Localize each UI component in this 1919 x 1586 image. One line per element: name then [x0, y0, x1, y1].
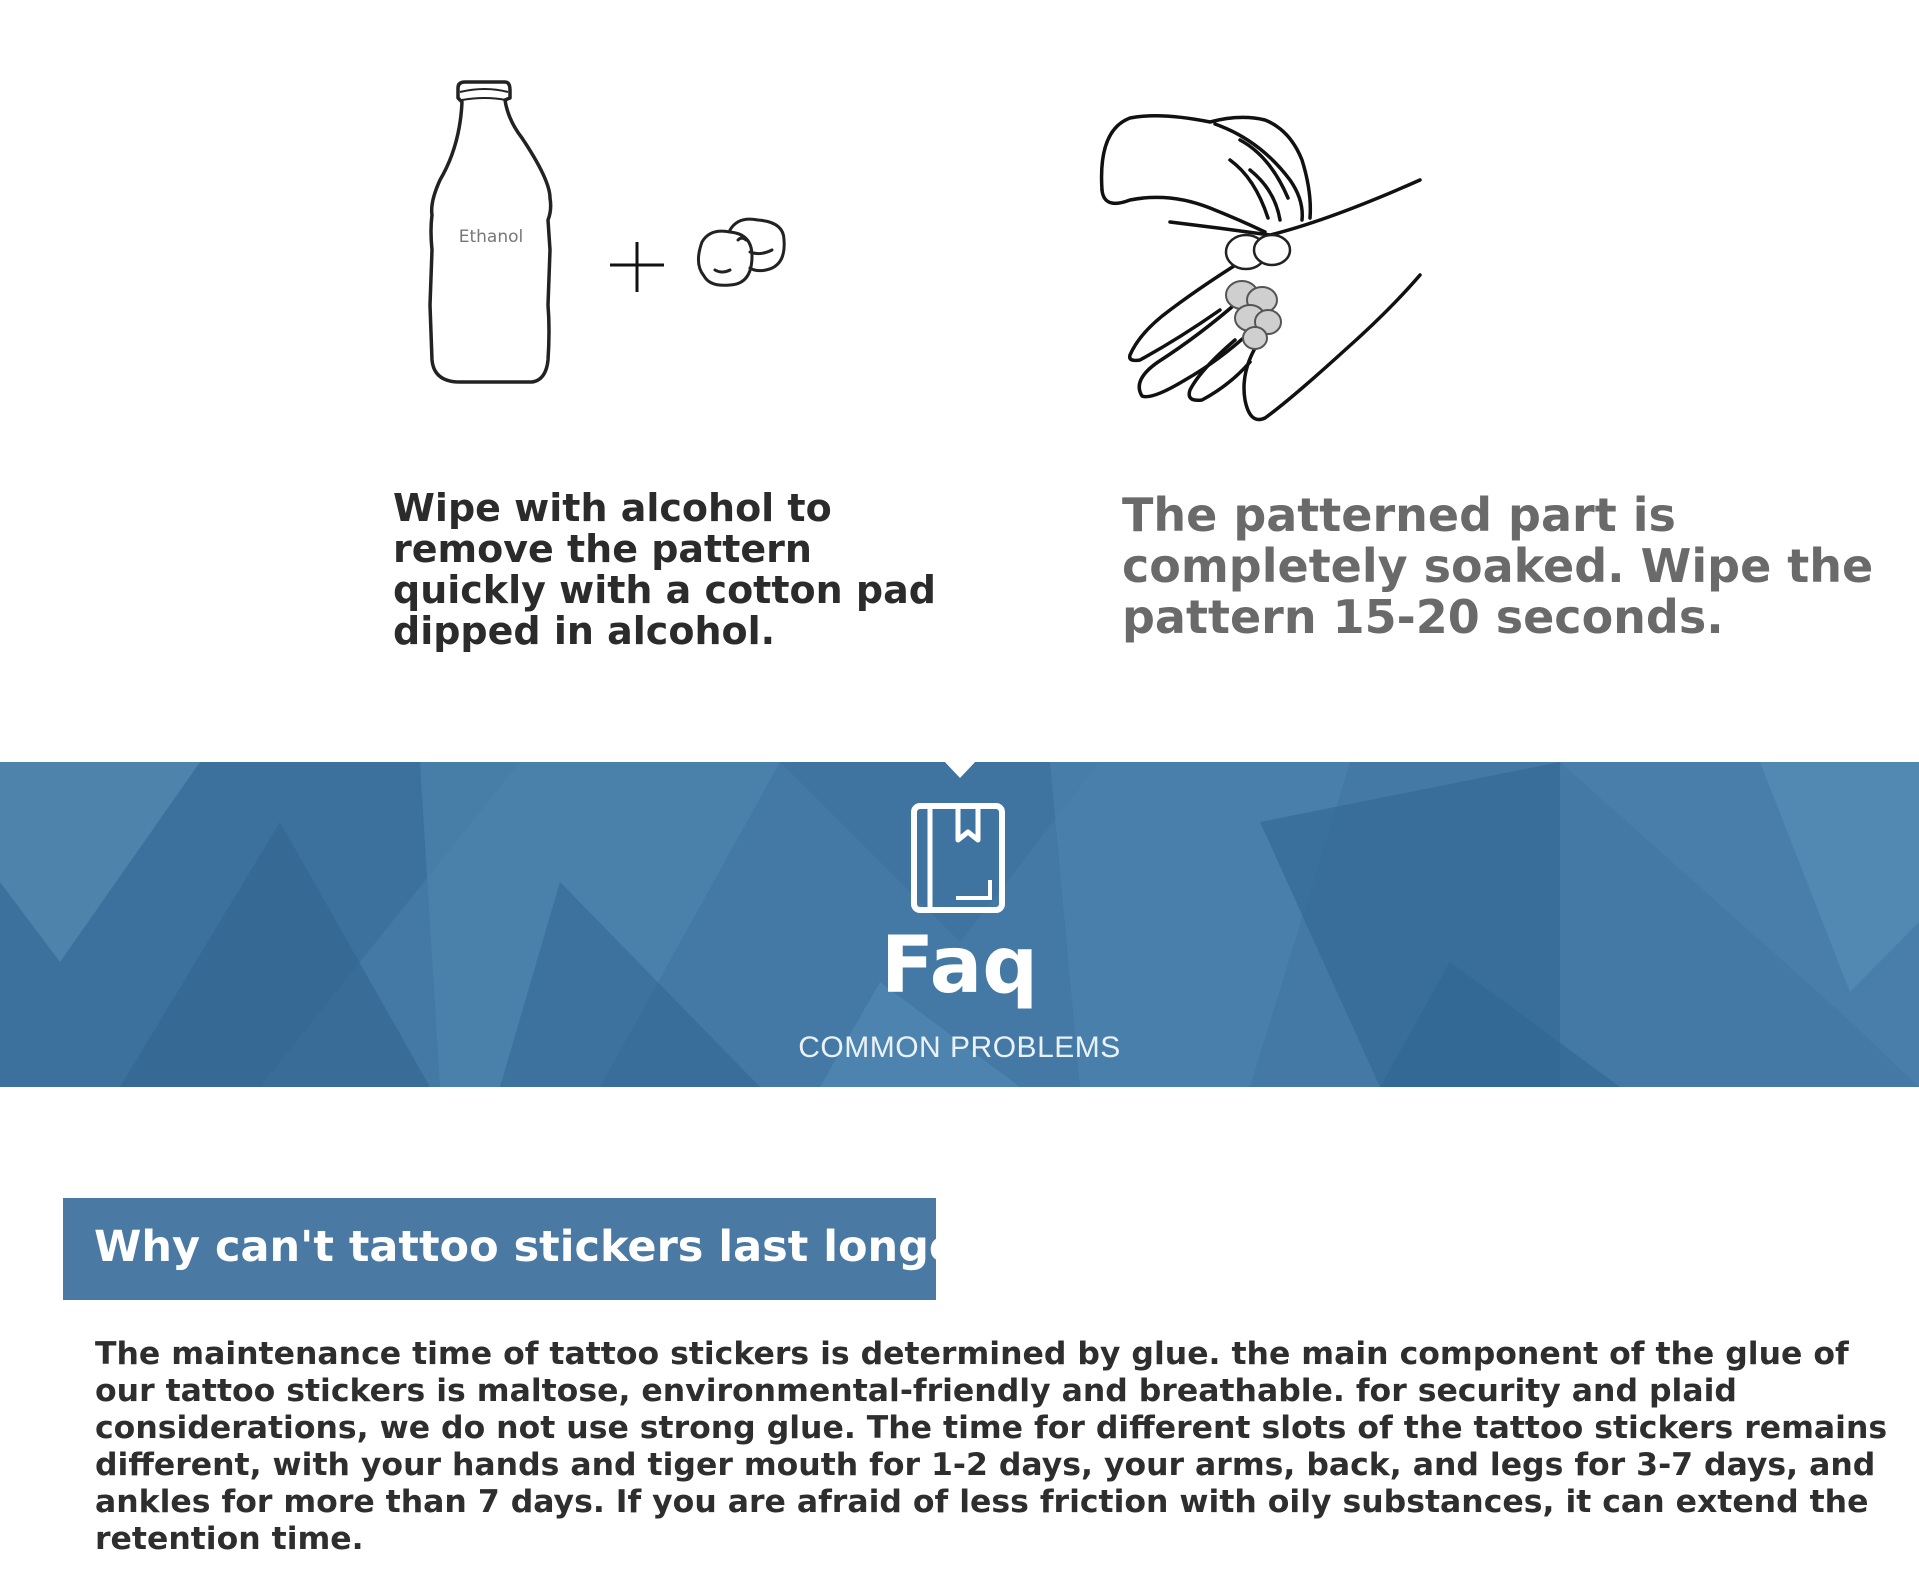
ethanol-bottle-icon — [400, 70, 820, 400]
faq-subtitle: COMMON PROBLEMS — [798, 1031, 1121, 1064]
book-icon — [910, 802, 1008, 914]
faq-title: Faq — [880, 921, 1039, 1011]
step-2-instruction: The patterned part is completely soaked. Wipe the pattern 15-20 seconds. — [1122, 488, 1874, 644]
hand-wiping-illustration — [1090, 100, 1450, 440]
question-title: Why can't tattoo stickers last longer? — [94, 1222, 1005, 1272]
hand-icon — [1090, 100, 1450, 440]
banner-pointer-arrow — [926, 742, 994, 778]
bottle-label: Ethanol — [458, 227, 524, 247]
alcohol-and-cotton-illustration — [400, 70, 820, 400]
answer-paragraph: The maintenance time of tattoo stickers is determined by glue. the main component of the glue of our tattoo stickers is maltose, environmental-friendly and breathable. for security and plaid considerations, we do not use strong glue. The time for different slots of the tattoo stickers remains different, with your hands and tiger mouth for 1-2 days, your arms, back, and legs for 3-7 days, and ankles for more than 7 days. If you are afraid of less friction with oily substances, it can extend the retention time. — [95, 1336, 1888, 1557]
step-1-instruction: Wipe with alcohol to remove the pattern quickly with a cotton pad dipped in alcohol. — [393, 486, 936, 653]
